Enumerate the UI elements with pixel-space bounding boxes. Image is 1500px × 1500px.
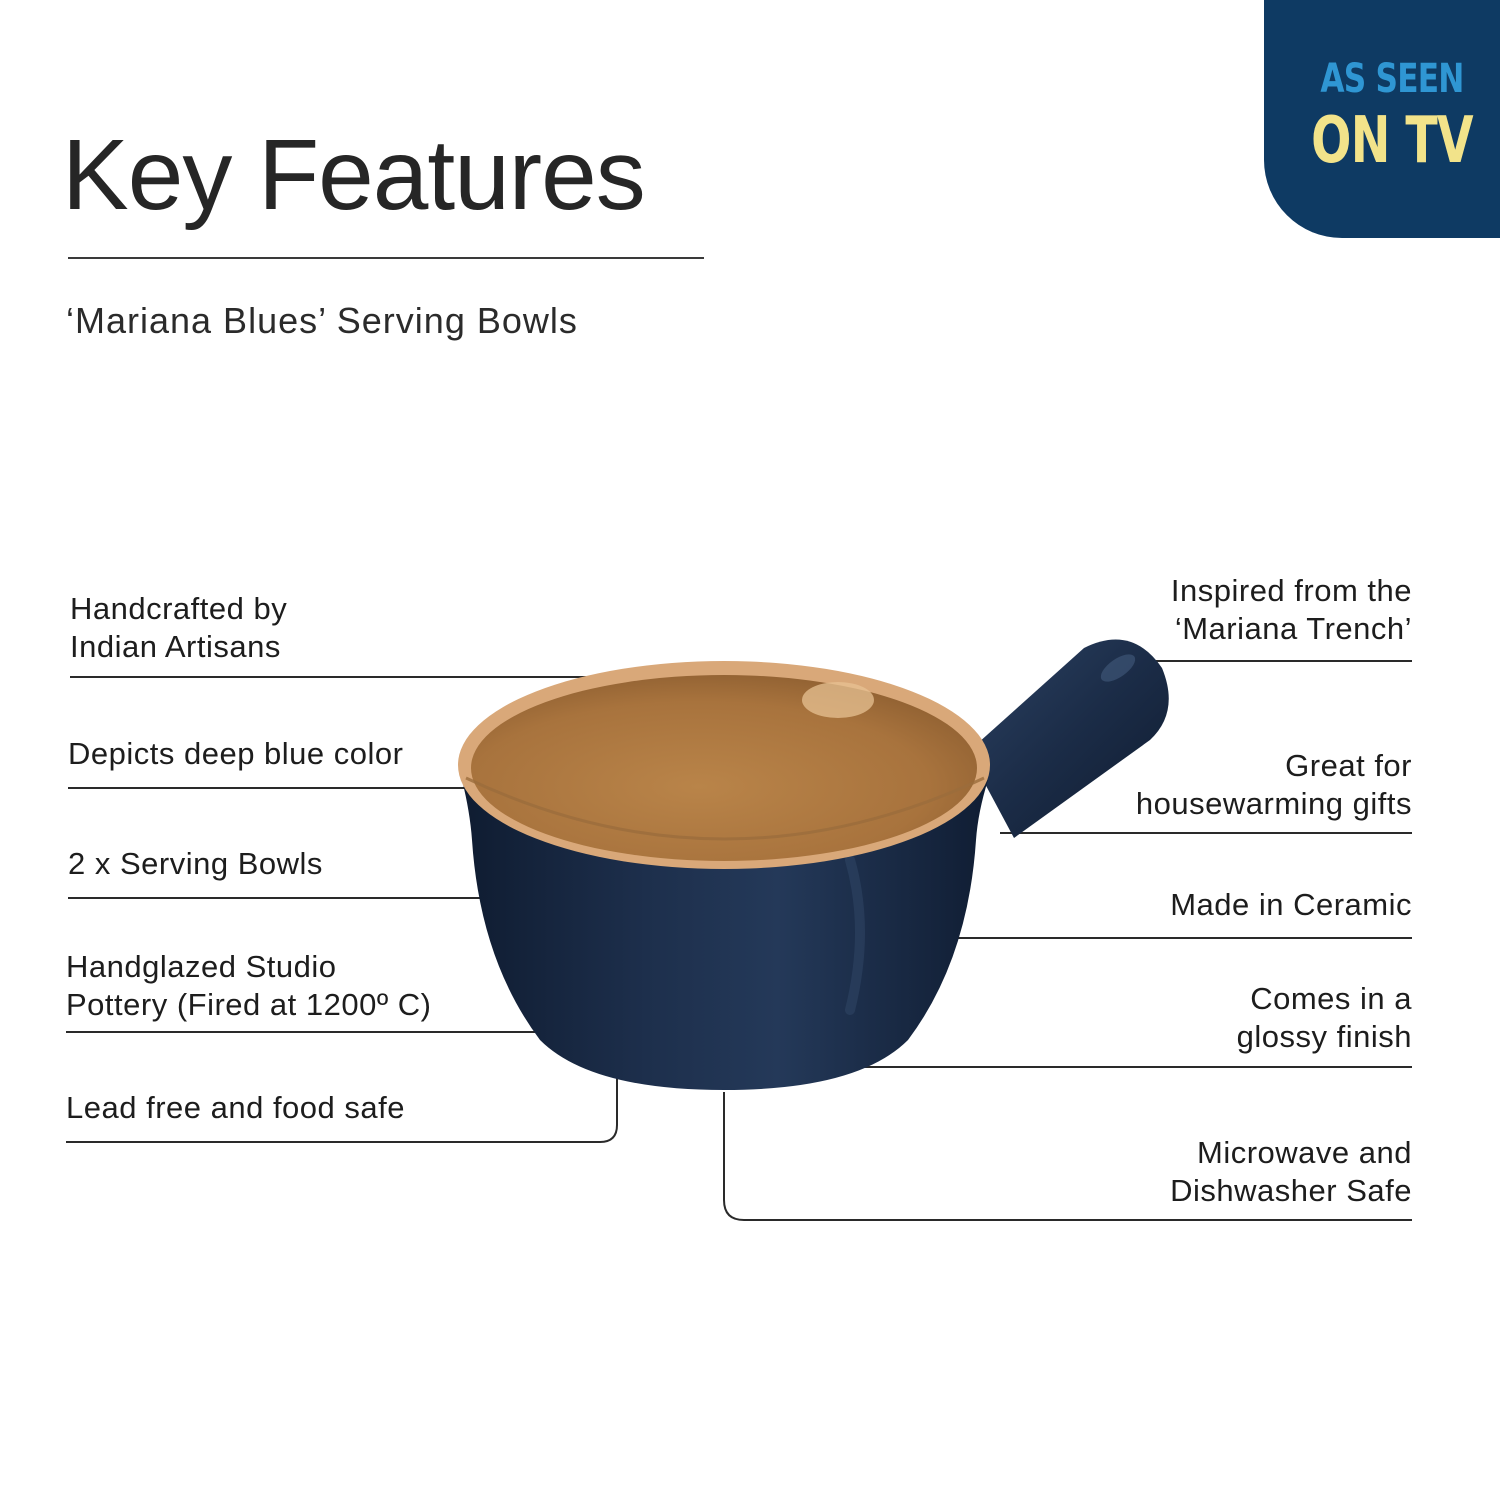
feature-inspired-line-2: ‘Mariana Trench’: [1174, 611, 1412, 646]
serving-bowl: [458, 640, 1169, 1090]
feature-serving-bowls-line-1: 2 x Serving Bowls: [68, 846, 323, 881]
feature-ceramic: [1170, 886, 1412, 924]
feature-lead-free: [66, 1089, 405, 1127]
feature-microwave-line-2: Dishwasher Safe: [1170, 1173, 1412, 1208]
feature-microwave: [1170, 1134, 1412, 1210]
feature-handcrafted-line-2: Indian Artisans: [70, 629, 281, 664]
feature-housewarming: [1136, 747, 1412, 823]
feature-handcrafted-line-1: Handcrafted by: [70, 591, 288, 626]
page-title: Key Features: [62, 119, 645, 231]
feature-handglazed: [66, 948, 431, 1024]
feature-microwave-line-1: Microwave and: [1197, 1135, 1412, 1170]
feature-handcrafted: [70, 590, 287, 666]
feature-inspired: [1171, 572, 1412, 648]
interior-highlight: [802, 682, 874, 718]
feature-handglazed-line-2: Pottery (Fired at 1200º C): [66, 987, 432, 1022]
feature-serving-bowls: [68, 845, 323, 883]
feature-lead-free-line-1: Lead free and food safe: [66, 1090, 405, 1125]
feature-glossy: [1237, 980, 1412, 1056]
feature-housewarming-line-2: housewarming gifts: [1135, 786, 1412, 821]
bowl-interior: [471, 675, 977, 861]
feature-ceramic-line-1: Made in Ceramic: [1170, 887, 1412, 922]
feature-inspired-line-1: Inspired from the: [1170, 573, 1412, 608]
feature-deep-blue: [68, 735, 403, 773]
feature-deep-blue-line-1: Depicts deep blue color: [68, 736, 404, 771]
badge-line-2: ON TV: [1311, 104, 1473, 178]
badge-line-1: AS SEEN: [1320, 56, 1464, 102]
product-subtitle: ‘Mariana Blues’ Serving Bowls: [66, 300, 578, 341]
feature-handglazed-line-1: Handglazed Studio: [66, 949, 337, 984]
feature-glossy-line-2: glossy finish: [1236, 1019, 1412, 1054]
feature-glossy-line-1: Comes in a: [1250, 981, 1412, 1016]
feature-housewarming-line-1: Great for: [1285, 748, 1412, 783]
